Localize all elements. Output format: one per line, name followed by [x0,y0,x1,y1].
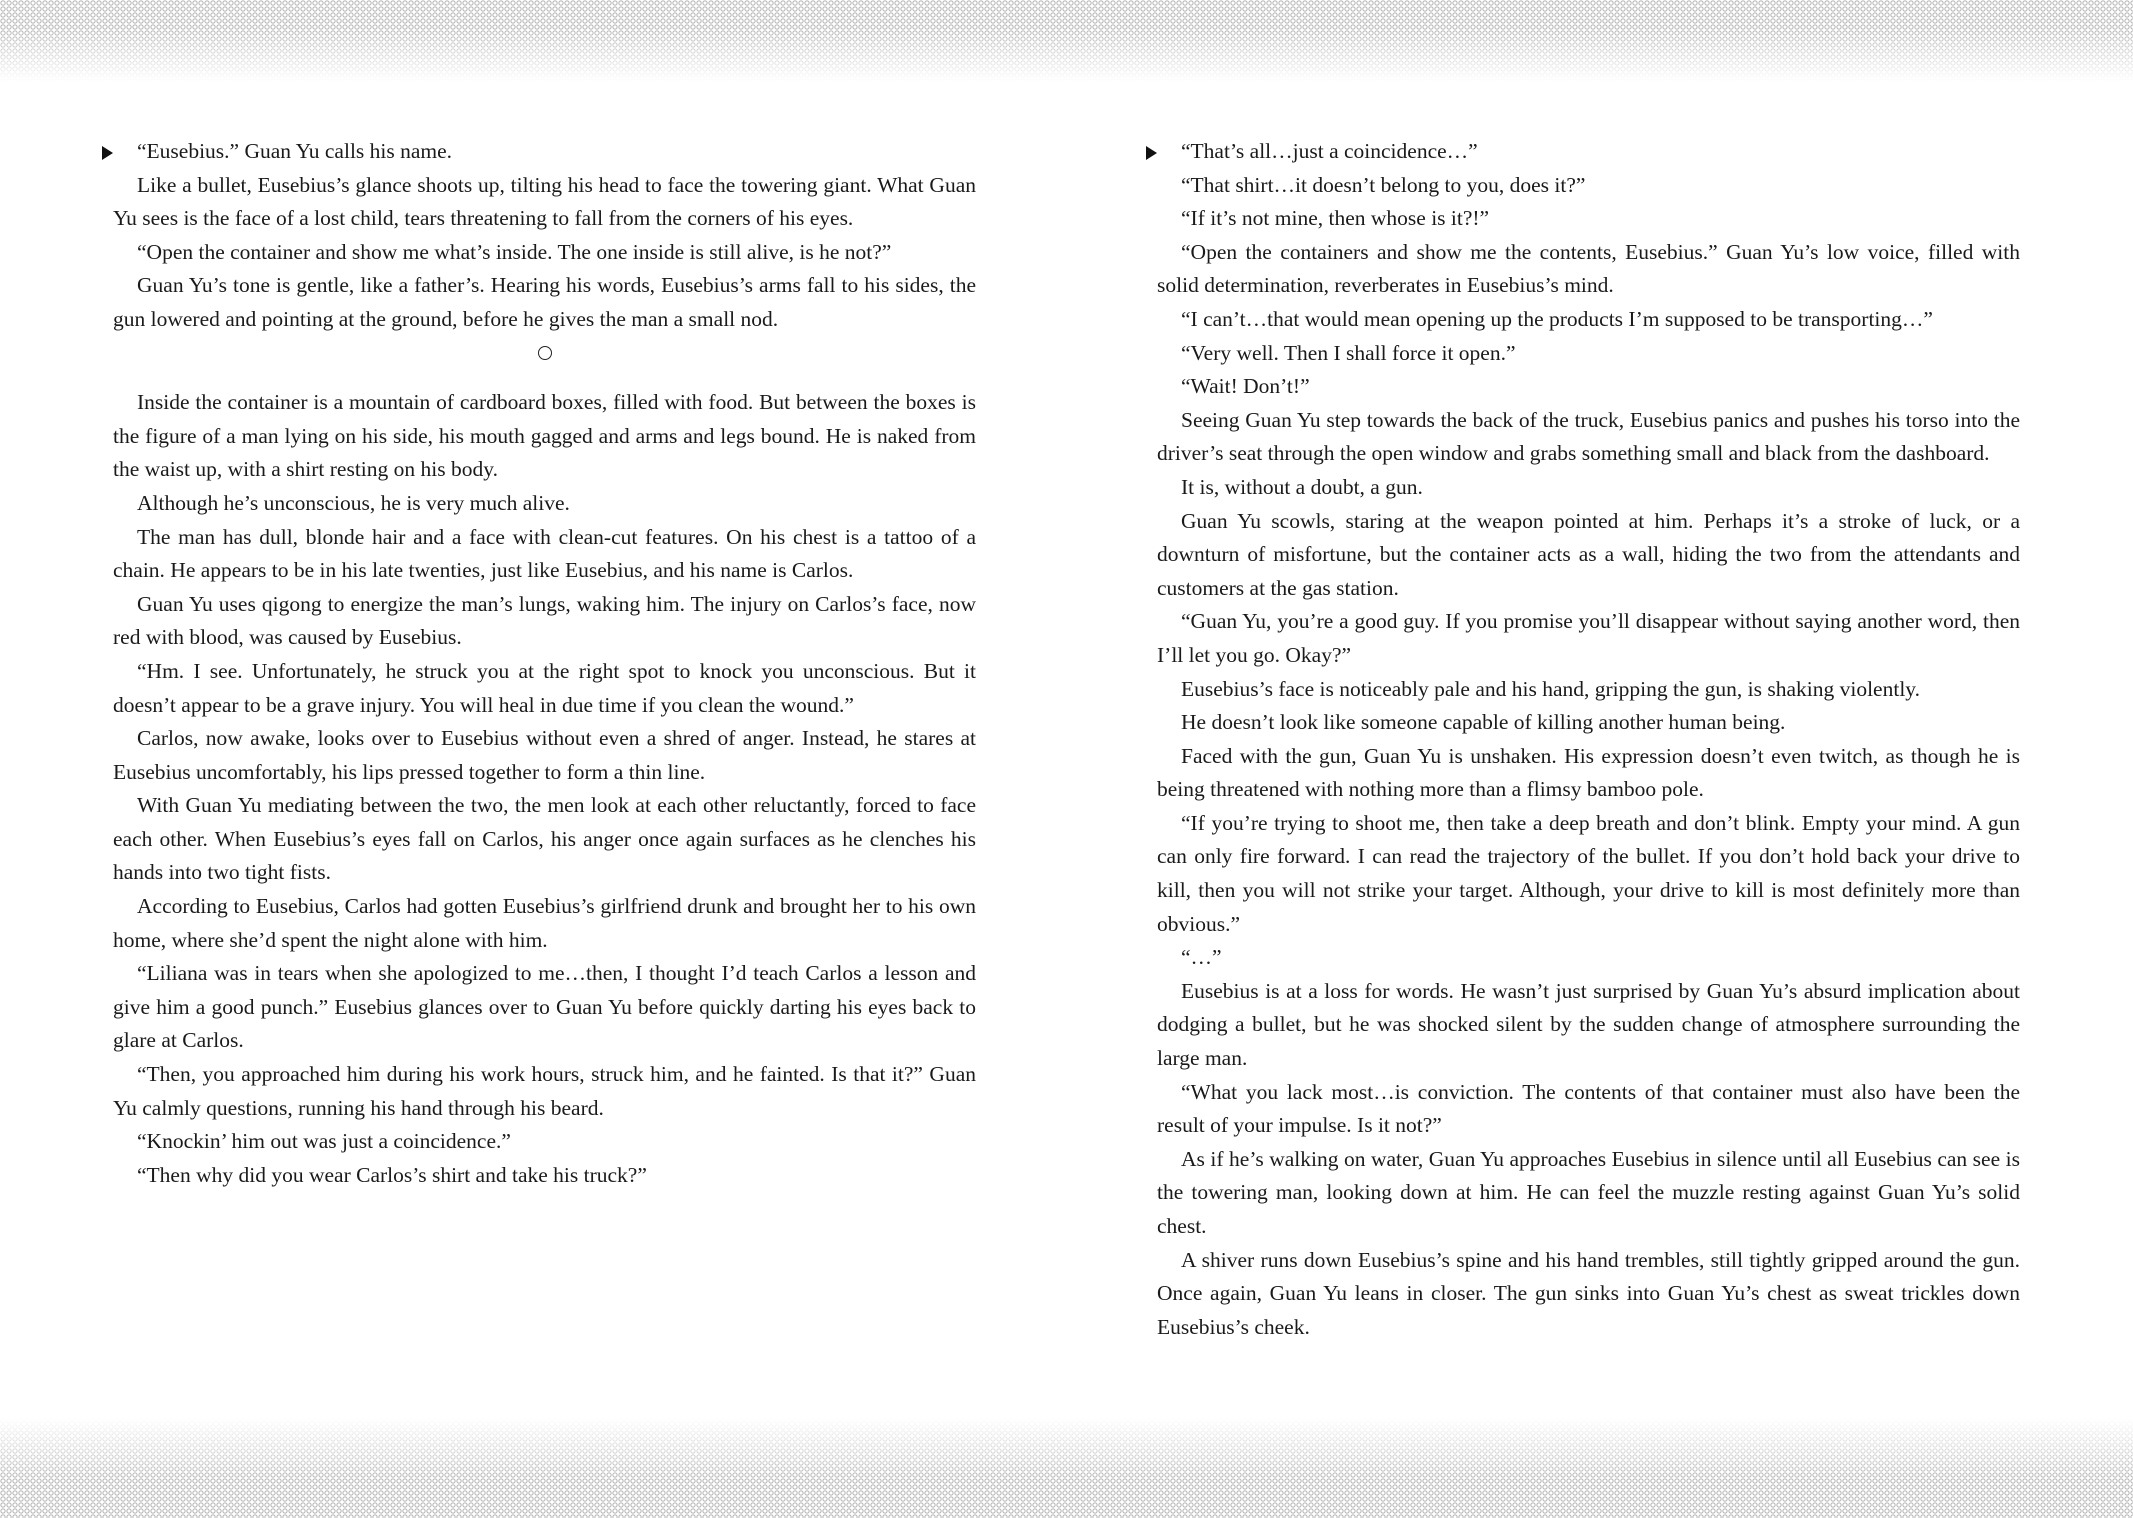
decorative-dot-pattern-bottom [0,1418,2133,1518]
circle-icon [538,346,552,360]
paragraph: “What you lack most…is conviction. The contents of that container must also have been the result of your impulse. Is it not?” [1157,1079,2020,1138]
paragraph: “Hm. I see. Unfortunately, he struck you at the right spot to knock you unconscious. But it doesn’t appear to be a grave injury. You will heal in due time if you clean the wound.” [113,658,976,717]
left-section-one [113,135,976,337]
paragraph: “That shirt…it doesn’t belong to you, does it?” [1181,172,1586,197]
paragraph: A shiver runs down Eusebius’s spine and his hand trembles, still tightly gripped around the gun. Once again, Guan Yu leans in closer. The gun sinks into Guan Yu’s chest as sweat trickles down Eusebius’s cheek. [1157,1247,2020,1339]
right-page-text [1157,135,2020,1344]
decorative-dot-pattern-top [0,0,2133,82]
paragraph: “Knockin’ him out was just a coincidence.” [137,1129,511,1154]
paragraph: As if he’s walking on water, Guan Yu approaches Eusebius in silence until all Eusebius can see is the towering man, looking down at him. He can feel the muzzle resting against Guan Yu’s solid chest. [1157,1146,2020,1238]
paragraph: “Eusebius.” Guan Yu calls his name. [137,139,453,163]
paragraph: “Liliana was in tears when she apologized to me…then, I thought I’d teach Carlos a lesson and give him a good punch.” Eusebius glances over to Guan Yu before quickly darting his eyes back to glare at Carlos. [113,961,976,1053]
paragraph: Carlos, now awake, looks over to Eusebius without even a shred of anger. Instead, he stares at Eusebius uncomfortably, his lips pressed together to form a thin line. [113,726,976,784]
paragraph: He doesn’t look like someone capable of killing another human being. [1181,710,1786,735]
paragraph: Inside the container is a mountain of cardboard boxes, filled with food. But between the boxes is the figure of a man lying on his side, his mouth gagged and arms and legs bound. He is naked from the waist up, with a shirt resting on his body. [113,390,976,482]
paragraph: “Guan Yu, you’re a good guy. If you promise you’ll disappear without saying another word, then I’ll let you go. Okay?” [1157,609,2020,667]
paragraph: Eusebius’s face is noticeably pale and his hand, gripping the gun, is shaking violently. [1181,676,1921,701]
paragraph: Guan Yu scowls, staring at the weapon pointed at him. Perhaps it’s a stroke of luck, or a downturn of misfortune, but the container acts as a wall, hiding the two from the attendants and customers at the gas station. [1157,508,2020,600]
paragraph: “I can’t…that would mean opening up the products I’m supposed to be transporting…” [1181,306,1933,331]
left-section-two [113,386,976,1192]
paragraph: “That’s all…just a coincidence…” [1181,139,1478,163]
paragraph: “Very well. Then I shall force it open.” [1181,340,1516,365]
play-marker-icon [102,146,113,160]
paragraph: “Then why did you wear Carlos’s shirt and take his truck?” [137,1162,647,1187]
paragraph: “If it’s not mine, then whose is it?!” [1181,206,1490,231]
paragraph: “Then, you approached him during his work hours, struck him, and he fainted. Is that it?” Guan Yu calmly questions, running his hand through his beard. [113,1062,976,1120]
paragraph: “…” [1181,945,1222,970]
paragraph: Faced with the gun, Guan Yu is unshaken. His expression doesn’t even twitch, as though he is being threatened with nothing more than a flimsy bamboo pole. [1157,743,2020,802]
left-page-text [113,135,976,1192]
paragraph: “Open the containers and show me the contents, Eusebius.” Guan Yu’s low voice, filled with solid determination, reverberates in Eusebius’s mind. [1157,239,2020,298]
paragraph: It is, without a doubt, a gun. [1181,474,1423,499]
paragraph: Like a bullet, Eusebius’s glance shoots up, tilting his head to face the towering giant. What Guan Yu sees is the face of a lost child, tears threatening to fall from the corners of his eyes. [113,172,976,231]
paragraph: “Wait! Don’t!” [1181,374,1310,399]
paragraph: Although he’s unconscious, he is very much alive. [137,490,570,515]
paragraph: Guan Yu’s tone is gentle, like a father’s. Hearing his words, Eusebius’s arms fall to his sides, the gun lowered and pointing at the ground, before he gives the man a small nod. [113,273,976,331]
paragraph: Guan Yu uses qigong to energize the man’s lungs, waking him. The injury on Carlos’s face, now red with blood, was caused by Eusebius. [113,591,976,650]
play-marker-icon [1146,146,1157,160]
paragraph: Seeing Guan Yu step towards the back of the truck, Eusebius panics and pushes his torso into the driver’s seat through the open window and grabs something small and black from the dashboard. [1157,407,2020,466]
paragraph: “If you’re trying to shoot me, then take a deep breath and don’t blink. Empty your mind. A gun can only fire forward. I can read the trajectory of the bullet. If you don’t hold back your drive to kill, then you will not strike your target. Although, your drive to kill is most definitely more than obvious.” [1157,810,2020,936]
paragraph: According to Eusebius, Carlos had gotten Eusebius’s girlfriend drunk and brought her to his own home, where she’d spent the night alone with him. [113,894,976,952]
scene-break [113,337,976,371]
paragraph: With Guan Yu mediating between the two, the men look at each other reluctantly, forced to face each other. When Eusebius’s eyes fall on Carlos, his anger once again surfaces as he clenches his hands into two tight fists. [113,793,976,885]
paragraph: The man has dull, blonde hair and a face with clean-cut features. On his chest is a tattoo of a chain. He appears to be in his late twenties, just like Eusebius, and his name is Carlos. [113,524,976,583]
paragraph: “Open the container and show me what’s inside. The one inside is still alive, is he not?” [137,239,892,264]
paragraph: Eusebius is at a loss for words. He wasn’t just surprised by Guan Yu’s absurd implication about dodging a bullet, but he was shocked silent by the sudden change of atmosphere surrounding the large man. [1157,978,2020,1071]
